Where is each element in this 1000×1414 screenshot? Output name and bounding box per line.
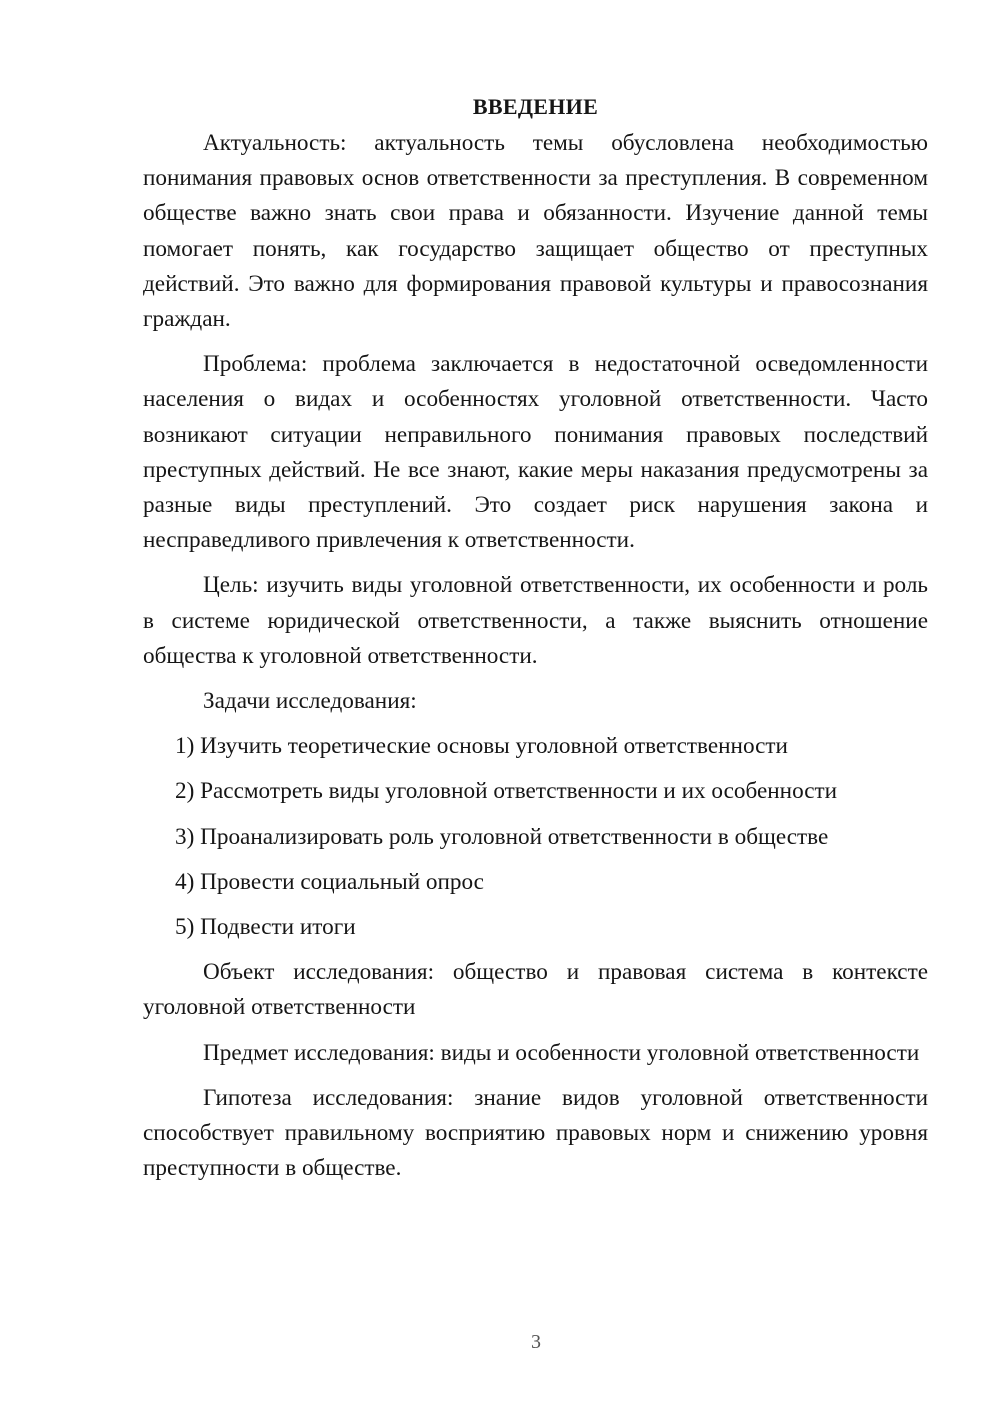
page-title: ВВЕДЕНИЕ [472, 94, 599, 119]
problem-paragraph: Проблема: проблема заключается в недостаточной осведомленности населения о видах и особенностях уголовной ответственности. Часто возникают ситуации неправильного понимания правовых последствий преступных действий. Не все знают, какие меры наказания предусмотрены за разные виды преступлений. Это создает риск нарушения закона и несправедливого привлечения к ответственности. [143, 351, 928, 554]
tasks-heading: Задачи исследования: [203, 688, 417, 715]
list-item: 3) Проанализировать роль уголовной ответственности в обществе [175, 823, 829, 850]
hypothesis-paragraph: Гипотеза исследования: знание видов уголовной ответственности способствует правильному восприятию правовых норм и снижению уровня преступности в обществе. [143, 1084, 928, 1182]
list-item: 1) Изучить теоретические основы уголовной ответственности [175, 733, 788, 760]
list-item: 2) Рассмотреть виды уголовной ответственности и их особенности [175, 778, 838, 805]
document-page [143, 90, 928, 1196]
list-item: 4) Провести социальный опрос [175, 868, 484, 895]
relevance-paragraph: Актуальность: актуальность темы обусловлена необходимостью понимания правовых основ ответственности за преступления. В современном обществе важно знать свои права и обязанности. Изучение данной темы помогает понять, как государство защищает общество от преступных действий. Это важно для формирования правовой культуры и правосознания граждан. [143, 130, 928, 333]
goal-paragraph: Цель: изучить виды уголовной ответственности, их особенности и роль в системе юридической ответственности, а также выяснить отношение общества к уголовной ответственности. [143, 572, 928, 669]
subject-paragraph: Предмет исследования: виды и особенности уголовной ответственности [203, 1039, 920, 1066]
page-number: 3 [531, 1331, 541, 1353]
tasks-list [143, 729, 928, 945]
list-item: 5) Подвести итоги [175, 914, 356, 941]
object-paragraph: Объект исследования: общество и правовая система в контексте уголовной ответственности [143, 959, 928, 1021]
